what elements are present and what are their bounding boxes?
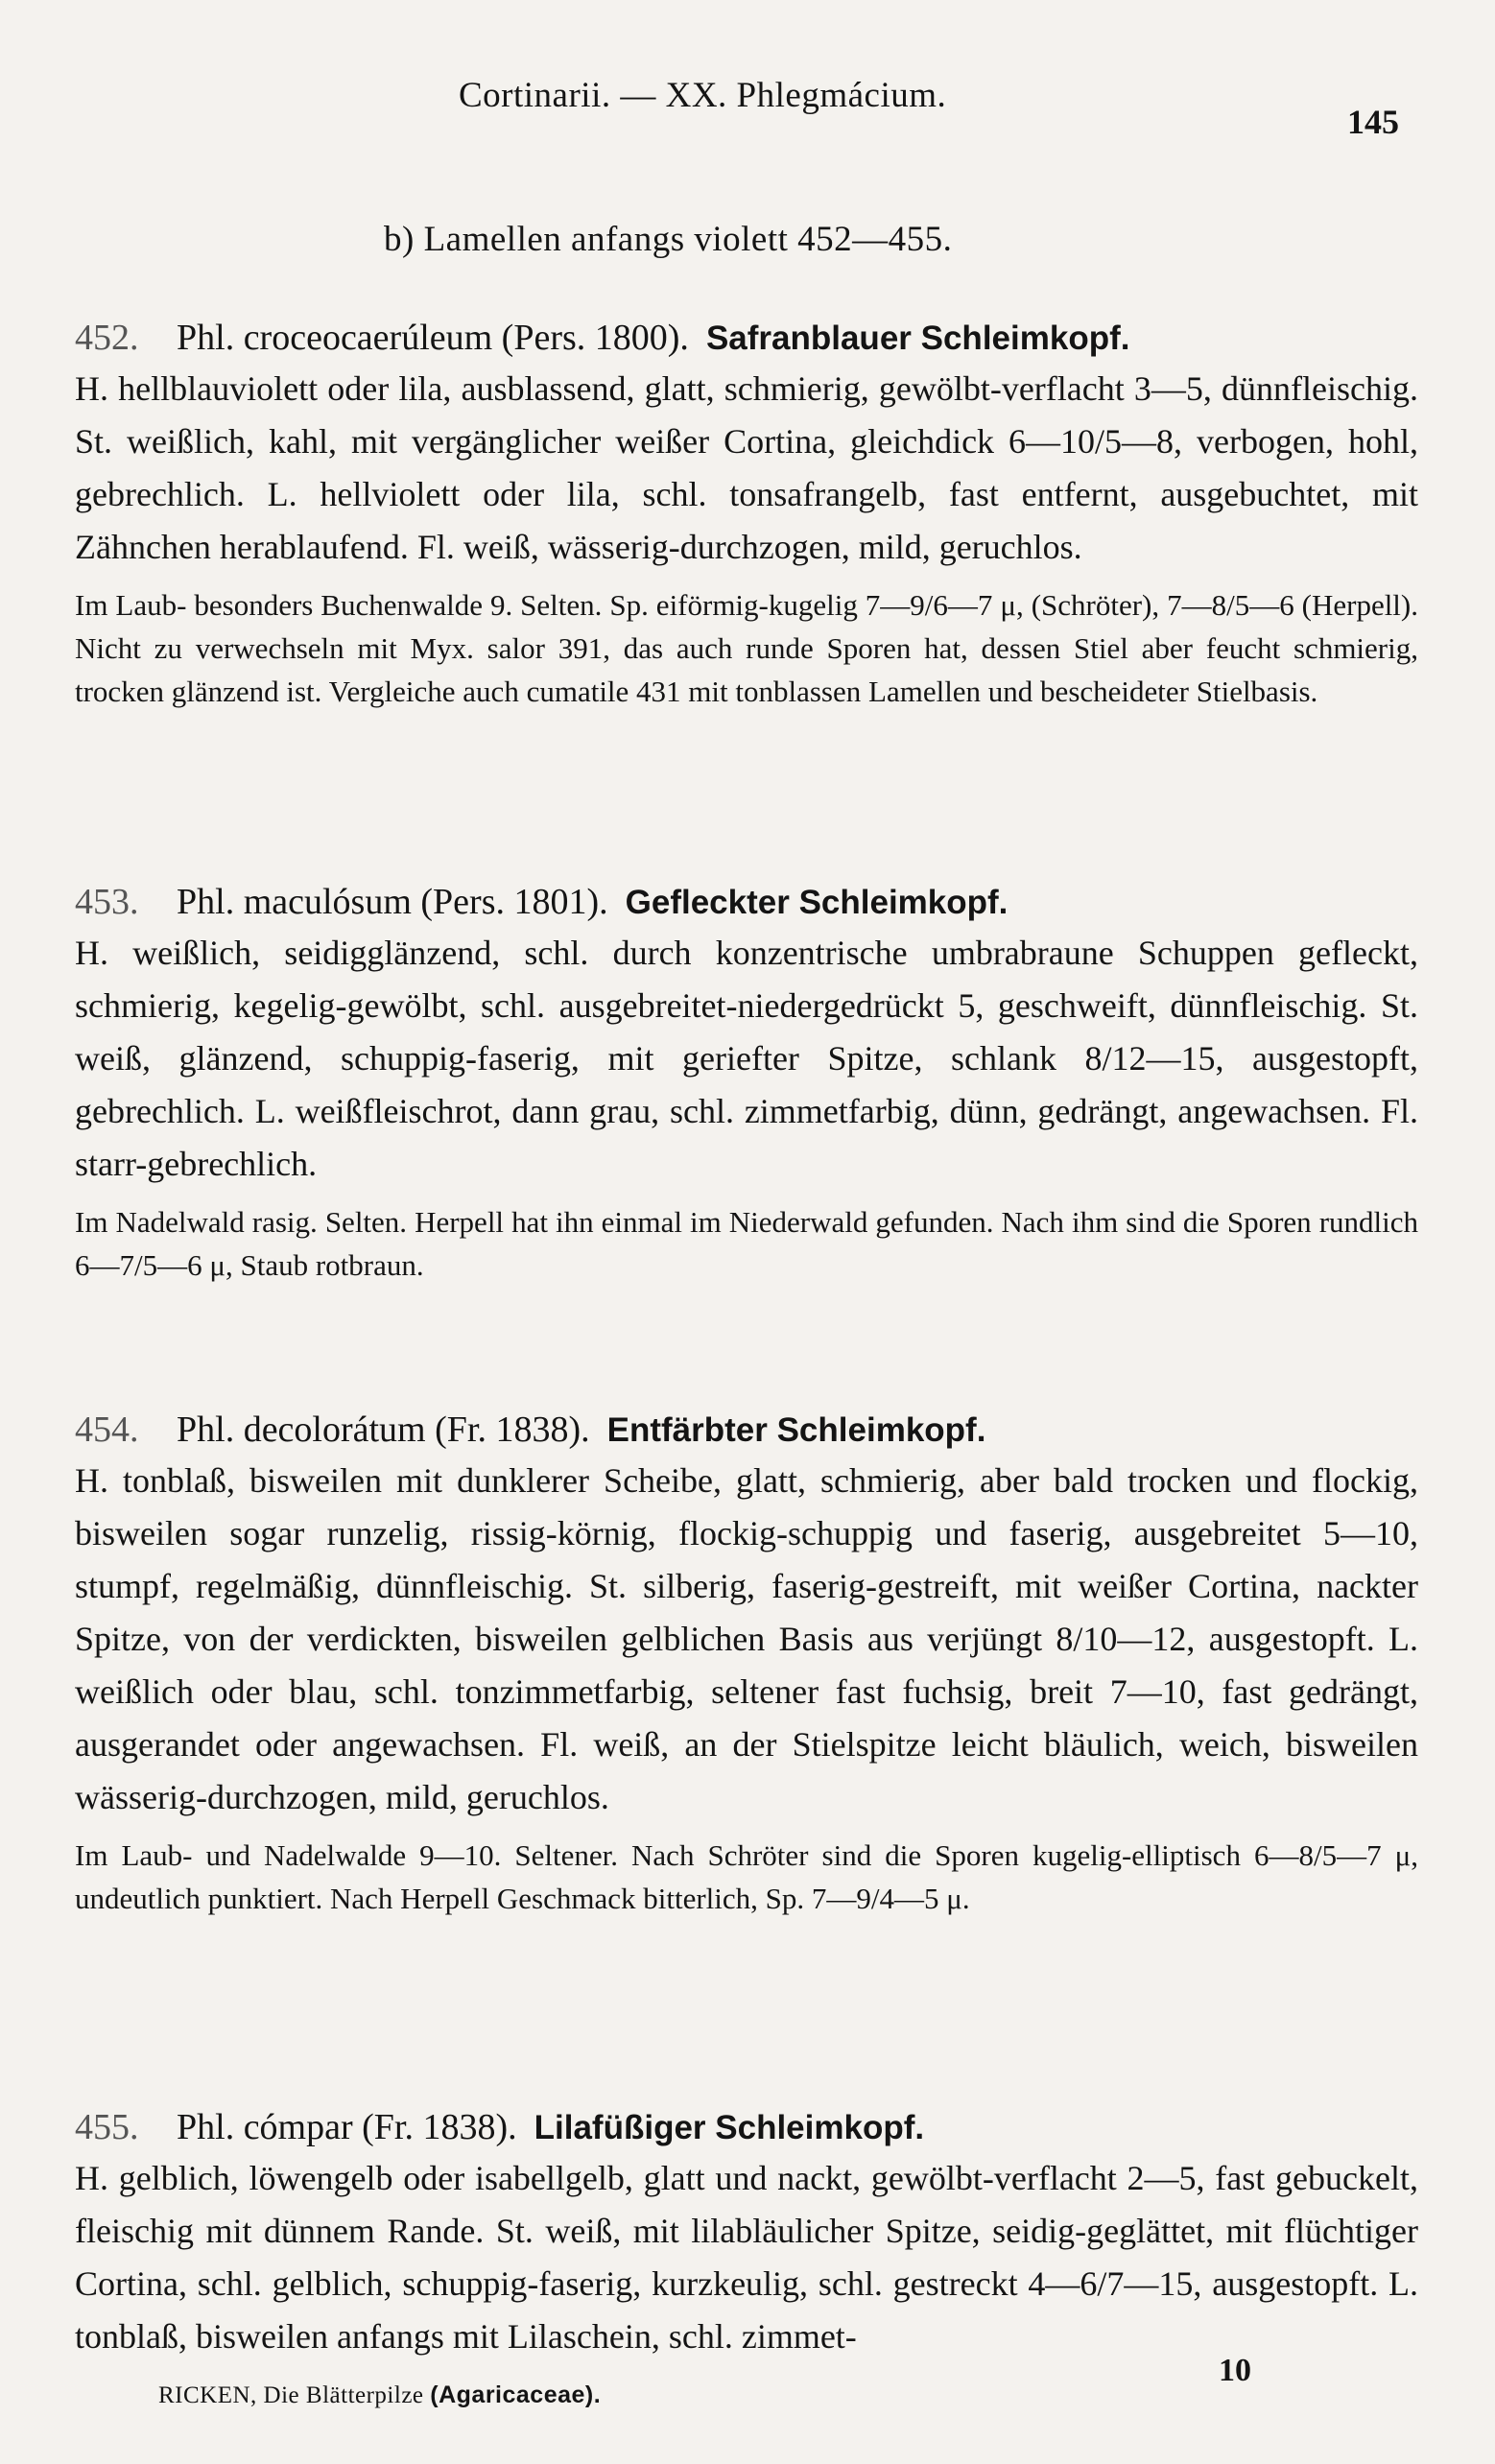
species-entry-452 (75, 317, 1418, 713)
latin-name: Phl. croceocaerúleum (Pers. 1800). (177, 318, 689, 358)
species-entry-453 (75, 881, 1418, 1287)
entry-number: 453. (75, 882, 139, 922)
entry-title (75, 1409, 1418, 1451)
common-name: Gefleckter Schleimkopf. (625, 884, 1009, 921)
page-number: 145 (1347, 103, 1399, 141)
entry-number: 452. (75, 318, 139, 358)
common-name: Safranblauer Schleimkopf. (705, 320, 1130, 357)
signature-mark: 10 (1219, 2353, 1251, 2388)
entry-description: H. tonblaß, bisweilen mit dunklerer Scheibe, glatt, schmierig, aber bald trocken und flockig, bisweilen sogar runzelig, rissig-körnig, flockig-schuppig und faserig, ausgebreitet 5—10, stumpf, regelmäßig, dünnfleischig. St. silberig, faserig-gestreift, mit weißer Cortina, nackter Spitze, von der verdickten, bisweilen gelblichen Basis aus verjüngt 8/10—12, ausgestopft. L. weißlich oder blau, schl. tonzimmetfarbig, seltener fast fuchsig, breit 7—10, fast gedrängt, ausgerandet oder angewachsen. Fl. weiß, an der Stielspitze leicht bläulich, weich, bisweilen wässerig-durchzogen, mild, geruchlos. (75, 1461, 1418, 1816)
latin-name: Phl. maculósum (Pers. 1801). (177, 882, 608, 922)
entry-number: 454. (75, 1410, 139, 1450)
entry-description: H. gelblich, löwengelb oder isabellgelb, glatt und nackt, gewölbt-verflacht 2—5, fast gebuckelt, fleischig mit dünnem Rande. St. weiß, mit lilabläulicher Spitze, seidig-geglättet, mit flüchtiger Cortina, schl. gelblich, schuppig-faserig, kurzkeulig, schl. gestreckt 4—6/7—15, ausgestopft. L. tonblaß, bisweilen anfangs mit Lilaschein, schl. zimmet- (75, 2159, 1418, 2356)
footer-subtitle: (Agaricaceae). (430, 2381, 602, 2408)
entry-description: H. hellblauviolett oder lila, ausblassend, glatt, schmierig, gewölbt-verflacht 3—5, dünnfleischig. St. weißlich, kahl, mit vergänglicher weißer Cortina, gleichdick 6—10/5—8, verbogen, hohl, gebrechlich. L. hellviolett oder lila, schl. tonsafrangelb, fast entfernt, ausgebuchtet, mit Zähnchen herablaufend. Fl. weiß, wässerig-durchzogen, mild, geruchlos. (75, 369, 1418, 566)
entry-number: 455. (75, 2107, 139, 2147)
species-entry-454 (75, 1409, 1418, 1920)
entry-note: Im Nadelwald rasig. Selten. Herpell hat ihn einmal im Niederwald gefunden. Nach ihm sind die Sporen rundlich 6—7/5—6 μ, Staub rotbraun. (75, 1205, 1418, 1282)
latin-name: Phl. decolorátum (Fr. 1838). (177, 1410, 590, 1450)
common-name: Lilafüßiger Schleimkopf. (534, 2109, 925, 2146)
entry-title (75, 317, 1418, 359)
common-name: Entfärbter Schleimkopf. (606, 1411, 986, 1449)
entry-note: Im Laub- und Nadelwalde 9—10. Seltener. Nach Schröter sind die Sporen kugelig-elliptisch 6—8/5—7 μ, undeutlich punktiert. Nach Herpell Geschmack bitterlich, Sp. 7—9/4—5 μ. (75, 1838, 1418, 1915)
running-head: Cortinarii. — XX. Phlegmácium. (459, 76, 947, 115)
entry-note: Im Laub- besonders Buchenwalde 9. Selten. Sp. eiförmig-kugelig 7—9/6—7 μ, (Schröter), 7—8/5—6 (Herpell). Nicht zu verwechseln mit Myx. salor 391, das auch runde Sporen hat, dessen Stiel aber feucht schmierig, trocken glänzend ist. Vergleiche auch cumatile 431 mit tonblassen Lamellen und bescheideter Stielbasis. (75, 588, 1418, 708)
page-footer (158, 2381, 601, 2409)
entry-description: H. weißlich, seidigglänzend, schl. durch konzentrische umbrabraune Schuppen gefleckt, schmierig, kegelig-gewölbt, schl. ausgebreitet-niedergedrückt 5, geschweift, dünnfleischig. St. weiß, glänzend, schuppig-faserig, mit geriefter Spitze, schlank 8/12—15, ausgestopft, gebrechlich. L. weißfleischrot, dann grau, schl. zimmetfarbig, dünn, gedrängt, angewachsen. Fl. starr-gebrechlich. (75, 934, 1418, 1183)
entry-title (75, 881, 1418, 923)
latin-name: Phl. cómpar (Fr. 1838). (177, 2107, 517, 2147)
section-heading: b) Lamellen anfangs violett 452—455. (384, 220, 953, 259)
page-header (0, 75, 1495, 142)
entry-title (75, 2106, 1418, 2148)
footer-author: RICKEN, Die Blätterpilze (158, 2382, 424, 2408)
species-entry-455 (75, 2106, 1418, 2363)
